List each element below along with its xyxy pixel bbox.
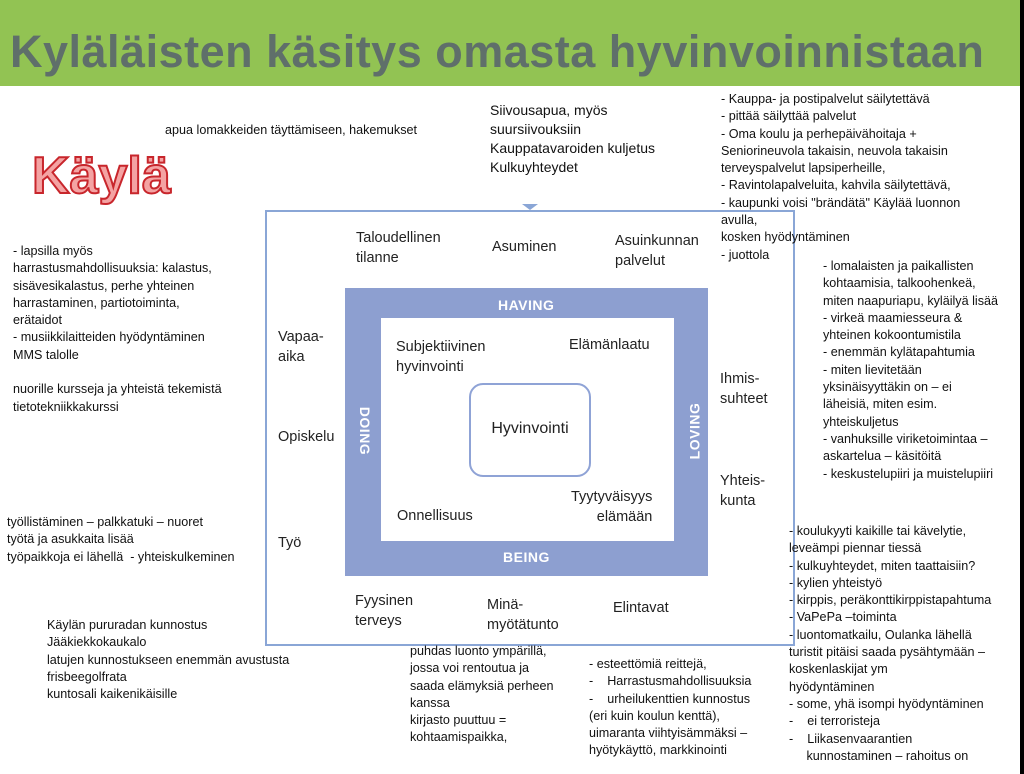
label-happiness: Onnellisuus	[397, 508, 473, 524]
top-notch	[522, 204, 538, 210]
band-loving: LOVING	[686, 402, 703, 460]
label-community: Yhteis- kunta	[720, 473, 766, 509]
label-quality: Elämänlaatu	[569, 337, 650, 353]
note-left-work: työllistäminen – palkkatuki – nuoret työtä ja asukkaita lisää työpaikkoja ei lähellä - yhteiskulkeminen	[7, 515, 235, 564]
core-label: Hyvinvointi	[491, 420, 569, 437]
slide-title: Kyläläisten käsitys omasta hyvinvoinnistaan	[10, 26, 985, 77]
label-environment: Elintavat	[613, 600, 669, 616]
band-being: BEING	[503, 549, 550, 565]
label-relations: Ihmis- suhteet	[720, 371, 768, 407]
band-doing: DOING	[357, 406, 374, 456]
note-bottom-left: Käylän pururadan kunnostus Jääkiekkokaukalo latujen kunnostukseen enemmän avustusta frisbeegolfrata kuntosali kaikenikäisille	[47, 618, 290, 702]
label-self-esteem: Minä- myötätunto	[487, 597, 559, 633]
village-name: Käylä	[32, 147, 171, 205]
band-having: HAVING	[498, 297, 555, 313]
label-services: Asuinkunnan palvelut	[615, 233, 699, 269]
note-bottom-center: puhdas luonto ympärillä, jossa voi rentoutua ja saada elämyksiä perheen kanssa kirjasto puuttuu = kohtaamispaikka,	[410, 644, 554, 745]
label-work: Työ	[278, 535, 302, 551]
note-top-left: apua lomakkeiden täyttämiseen, hakemukset	[165, 123, 418, 137]
note-bottom-mid-right: - esteettömiä reittejä, - Harrastusmahdollisuuksia - urheilukenttien kunnostus (eri kuin koulun kenttä), uimaranta viihtyisämmäksi – hyötykäyttö, markkinointi	[589, 657, 752, 758]
header-bar	[0, 0, 1020, 86]
label-subjective: Subjektiivinen hyvinvointi	[396, 339, 486, 375]
note-top-right: - Kauppa- ja postipalvelut säilytettävä - pittää säilyttää palvelut - Oma koulu ja perhepäivähoitaja + Seniorineuvola takaisin, neuvola takaisin terveyspalvelut lapsiperheille, - Ravintolapalveluita, kahvila säilytettävä, - kaupunki voisi "brändätä" Käylää luonnon avulla, kosken hyödyntäminen - juottola	[721, 92, 961, 262]
label-satisfaction: Tyytyväisyys elämään	[571, 489, 653, 525]
label-leisure: Vapaa- aika	[278, 329, 324, 365]
note-top-center: Siivousapua, myös suursiivouksiin Kauppatavaroiden kuljetus Kulkuyhteydet	[490, 102, 656, 175]
label-housing: Asuminen	[492, 239, 557, 255]
label-study: Opiskelu	[278, 429, 335, 445]
note-left-middle: - lapsilla myös harrastusmahdollisuuksia: kalastus, sisävesikalastus, perhe yhteinen harrastaminen, partiotoiminta, erätaidot - musiikkilaitteiden hyödyntäminen MMS talolle nuorille kursseja ja yhteistä tekemistä tietotekniikkakurssi	[13, 244, 222, 414]
note-right-middle: - lomalaisten ja paikallisten kohtaamisia, talkoohenkeä, miten naapuriapu, kyläilyä lisää - virkeä maamiesseura & yhteinen kokoontumistila - enemmän kylätapahtumia - miten lievitetään yksinäisyyttäkin on – ei läheisiä, miten esim. yhteiskuljetus - vanhuksille viriketoimintaa – askartelua – käsitöitä - keskustelupiiri ja muistelupiiri	[823, 259, 999, 481]
note-bottom-right: - koulukyyti kaikille tai kävelytie, leveämpi piennar tiessä - kulkuyhteydet, miten taattaisiin? - kylien yhteistyö - kirppis, peräkonttikirppistapahtuma - VaPePa –toiminta - luontomatkailu, Oulanka lähellä turistit pitäisi saada pysähtymään – koskenlaskijat ym hyödyntäminen - some, yhä isompi hyödyntäminen - ei terroristeja - Liikasenvaarantien kunnostaminen – rahoitus on	[789, 524, 992, 763]
right-edge-bar	[1020, 0, 1024, 774]
label-economic: Taloudellinen tilanne	[356, 230, 441, 266]
label-health: Fyysinen terveys	[355, 593, 414, 629]
